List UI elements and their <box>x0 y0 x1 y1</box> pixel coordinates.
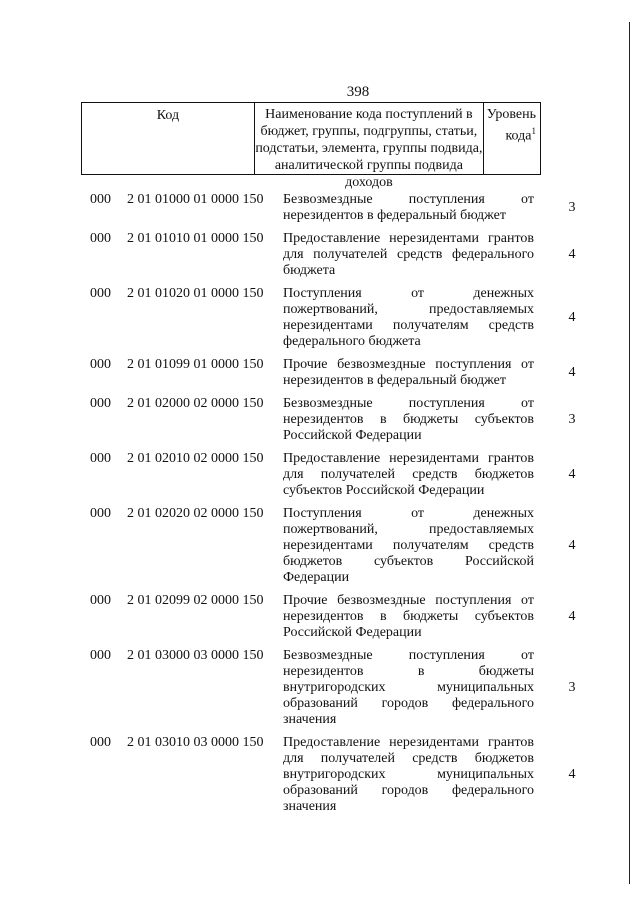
row-code: 2 01 03000 03 0000 150 <box>127 648 264 663</box>
row-code: 2 01 01099 01 0000 150 <box>127 357 264 372</box>
row-code: 2 01 02000 02 0000 150 <box>127 396 264 411</box>
table-row <box>0 286 640 350</box>
table-row <box>0 648 640 728</box>
row-prefix: 000 <box>90 357 111 372</box>
row-code: 2 01 01000 01 0000 150 <box>127 192 264 207</box>
row-level: 3 <box>568 200 576 215</box>
row-prefix: 000 <box>90 286 111 301</box>
table-row <box>0 593 640 641</box>
table-body <box>0 192 640 815</box>
row-prefix: 000 <box>90 735 111 750</box>
row-name: Предоставление нерезидентами грантов для получателей средств бюджетов внутригородских муниципальных образований городов федерального значения <box>283 735 534 814</box>
row-code: 2 01 02020 02 0000 150 <box>127 506 264 521</box>
row-prefix: 000 <box>90 192 111 207</box>
header-level <box>484 103 540 174</box>
row-prefix: 000 <box>90 593 111 608</box>
table-header <box>81 102 541 190</box>
row-level: 4 <box>568 467 576 482</box>
row-prefix: 000 <box>90 396 111 411</box>
row-code: 2 01 02099 02 0000 150 <box>127 593 264 608</box>
header-level-label: Уровень кода <box>486 107 536 144</box>
row-level: 4 <box>568 247 576 262</box>
row-name: Предоставление нерезидентами грантов для получателей средств федерального бюджета <box>283 231 534 278</box>
row-name: Безвозмездные поступления от нерезидентов в бюджеты внутригородских муниципальных образований городов федерального значения <box>283 648 534 727</box>
header-level-footnote: 1 <box>531 126 536 136</box>
row-name: Безвозмездные поступления от нерезидентов в федеральный бюджет <box>283 192 534 223</box>
table-row <box>0 735 640 815</box>
row-name: Прочие безвозмездные поступления от нерезидентов в федеральный бюджет <box>283 357 534 388</box>
page-number: 398 <box>346 84 370 100</box>
row-code: 2 01 01010 01 0000 150 <box>127 231 264 246</box>
table-row <box>0 451 640 499</box>
row-prefix: 000 <box>90 231 111 246</box>
row-code: 2 01 02010 02 0000 150 <box>127 451 264 466</box>
table-row <box>0 192 640 224</box>
row-code: 2 01 03010 03 0000 150 <box>127 735 264 750</box>
row-level: 4 <box>568 310 576 325</box>
header-name: Наименование кода поступлений в бюджет, группы, подгруппы, статьи, подстатьи, элемента, группы подвида, аналитической группы подвида доходов <box>255 103 484 174</box>
row-level: 4 <box>568 365 576 380</box>
row-prefix: 000 <box>90 506 111 521</box>
table-row <box>0 506 640 586</box>
header-code: Код <box>82 103 255 174</box>
row-prefix: 000 <box>90 451 111 466</box>
row-level: 3 <box>568 680 576 695</box>
row-name: Поступления от денежных пожертвований, предоставляемых нерезидентами получателям средств бюджетов субъектов Российской Федерации <box>283 506 534 585</box>
row-name: Прочие безвозмездные поступления от нерезидентов в бюджеты субъектов Российской Федерации <box>283 593 534 640</box>
row-level: 4 <box>568 538 576 553</box>
row-level: 4 <box>568 767 576 782</box>
row-name: Безвозмездные поступления от нерезидентов в бюджеты субъектов Российской Федерации <box>283 396 534 443</box>
row-prefix: 000 <box>90 648 111 663</box>
table-row <box>0 357 640 389</box>
row-level: 3 <box>568 412 576 427</box>
row-level: 4 <box>568 609 576 624</box>
row-name: Предоставление нерезидентами грантов для получателей средств бюджетов субъектов Российской Федерации <box>283 451 534 498</box>
row-name: Поступления от денежных пожертвований, предоставляемых нерезидентами получателям средств федерального бюджета <box>283 286 534 349</box>
row-code: 2 01 01020 01 0000 150 <box>127 286 264 301</box>
table-row <box>0 231 640 279</box>
table-row <box>0 396 640 444</box>
